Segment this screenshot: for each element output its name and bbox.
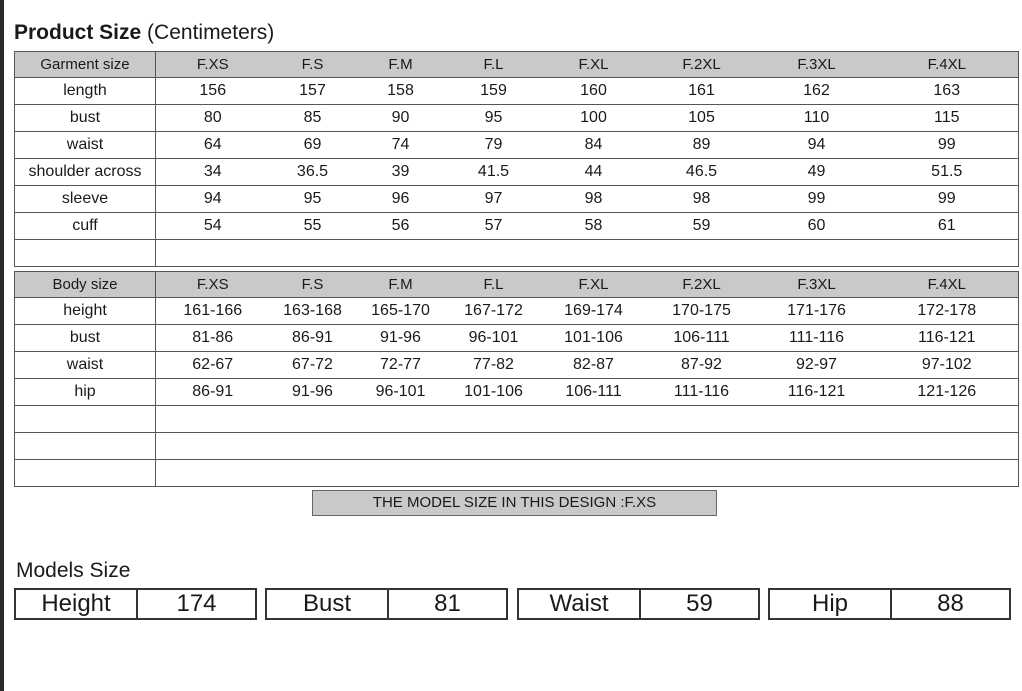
column-header: F.L — [446, 52, 542, 78]
table-cell: 89 — [646, 132, 758, 159]
table-cell — [876, 406, 1019, 433]
table-cell: 160 — [542, 78, 646, 105]
row-label: cuff — [15, 213, 156, 240]
table-cell — [542, 240, 646, 267]
table-cell: 57 — [446, 213, 542, 240]
model-measure-label: Waist — [519, 590, 641, 618]
column-header: F.4XL — [876, 272, 1019, 298]
table-cell: 72-77 — [356, 352, 446, 379]
table-row — [15, 460, 1019, 487]
table-cell: 157 — [270, 78, 356, 105]
table-cell: 170-175 — [646, 298, 758, 325]
table-cell — [758, 240, 876, 267]
page-title — [14, 21, 274, 45]
table-cell: 39 — [356, 159, 446, 186]
table-cell: 116-121 — [758, 379, 876, 406]
column-header: F.3XL — [758, 272, 876, 298]
table-row — [15, 352, 1019, 379]
column-header: F.S — [270, 52, 356, 78]
table-row — [15, 240, 1019, 267]
row-label: height — [15, 298, 156, 325]
column-header: Body size — [15, 272, 156, 298]
table-cell: 167-172 — [446, 298, 542, 325]
model-size-banner: THE MODEL SIZE IN THIS DESIGN :F.XS — [312, 490, 717, 516]
table-cell: 58 — [542, 213, 646, 240]
table-cell — [542, 406, 646, 433]
table-cell — [270, 240, 356, 267]
garment-size-table — [14, 51, 1019, 267]
table-cell — [156, 460, 270, 487]
table-cell — [270, 433, 356, 460]
column-header: F.M — [356, 272, 446, 298]
row-label: waist — [15, 352, 156, 379]
table-cell: 106-111 — [646, 325, 758, 352]
table-cell — [876, 240, 1019, 267]
table-row — [15, 132, 1019, 159]
table-cell: 169-174 — [542, 298, 646, 325]
table-cell: 82-87 — [542, 352, 646, 379]
column-header: F.XL — [542, 272, 646, 298]
row-label: waist — [15, 132, 156, 159]
column-header: F.XL — [542, 52, 646, 78]
table-cell: 162 — [758, 78, 876, 105]
title-unit: (Centimeters) — [147, 21, 275, 44]
table-cell — [542, 433, 646, 460]
column-header: Garment size — [15, 52, 156, 78]
table-cell: 97 — [446, 186, 542, 213]
table-cell: 86-91 — [156, 379, 270, 406]
table-cell — [876, 433, 1019, 460]
table-cell: 111-116 — [646, 379, 758, 406]
table-cell — [356, 433, 446, 460]
row-label: shoulder across — [15, 159, 156, 186]
table-cell: 46.5 — [646, 159, 758, 186]
model-measure-label: Bust — [267, 590, 389, 618]
table-cell: 86-91 — [270, 325, 356, 352]
table-cell: 172-178 — [876, 298, 1019, 325]
table-cell: 60 — [758, 213, 876, 240]
row-label: sleeve — [15, 186, 156, 213]
table-header-row — [15, 52, 1019, 78]
table-cell: 95 — [446, 105, 542, 132]
table-cell: 90 — [356, 105, 446, 132]
table-cell: 54 — [156, 213, 270, 240]
table-cell: 55 — [270, 213, 356, 240]
column-header: F.S — [270, 272, 356, 298]
table-row — [15, 186, 1019, 213]
model-measure-height — [14, 588, 257, 620]
table-cell — [542, 460, 646, 487]
table-cell: 106-111 — [542, 379, 646, 406]
table-cell: 101-106 — [542, 325, 646, 352]
table-cell: 99 — [758, 186, 876, 213]
table-cell: 96 — [356, 186, 446, 213]
table-cell: 44 — [542, 159, 646, 186]
model-measure-value: 81 — [434, 590, 461, 617]
table-cell: 110 — [758, 105, 876, 132]
table-cell: 105 — [646, 105, 758, 132]
table-cell: 115 — [876, 105, 1019, 132]
model-measure-value: 59 — [686, 590, 713, 617]
table-cell: 61 — [876, 213, 1019, 240]
table-cell: 34 — [156, 159, 270, 186]
model-measure-bust — [265, 588, 508, 620]
title-bold: Product Size — [14, 21, 142, 44]
table-row — [15, 159, 1019, 186]
left-edge-bar — [0, 0, 4, 691]
row-label: length — [15, 78, 156, 105]
table-cell: 84 — [542, 132, 646, 159]
table-cell — [646, 406, 758, 433]
table-header-row — [15, 272, 1019, 298]
table-cell: 163-168 — [270, 298, 356, 325]
table-row — [15, 406, 1019, 433]
table-cell: 80 — [156, 105, 270, 132]
column-header: F.2XL — [646, 272, 758, 298]
table-cell: 97-102 — [876, 352, 1019, 379]
column-header: F.XS — [156, 52, 270, 78]
table-cell: 36.5 — [270, 159, 356, 186]
table-cell — [446, 460, 542, 487]
table-cell — [758, 460, 876, 487]
table-cell: 165-170 — [356, 298, 446, 325]
table-cell: 67-72 — [270, 352, 356, 379]
table-cell: 101-106 — [446, 379, 542, 406]
column-header: F.L — [446, 272, 542, 298]
models-size-title: Models Size — [16, 559, 131, 582]
column-header: F.4XL — [876, 52, 1019, 78]
table-cell — [356, 240, 446, 267]
body-size-table — [14, 271, 1019, 487]
table-cell — [446, 240, 542, 267]
model-measure-waist — [517, 588, 760, 620]
table-row — [15, 325, 1019, 352]
row-label — [15, 433, 156, 460]
table-row — [15, 213, 1019, 240]
column-header: F.2XL — [646, 52, 758, 78]
table-cell — [156, 406, 270, 433]
table-cell: 96-101 — [356, 379, 446, 406]
table-cell — [758, 433, 876, 460]
table-cell: 96-101 — [446, 325, 542, 352]
table-cell: 85 — [270, 105, 356, 132]
table-cell: 161 — [646, 78, 758, 105]
table-row — [15, 433, 1019, 460]
table-cell: 116-121 — [876, 325, 1019, 352]
table-cell — [270, 406, 356, 433]
table-cell: 92-97 — [758, 352, 876, 379]
table-cell — [646, 460, 758, 487]
table-cell: 98 — [646, 186, 758, 213]
table-cell: 56 — [356, 213, 446, 240]
table-row — [15, 379, 1019, 406]
table-cell — [446, 433, 542, 460]
table-cell: 51.5 — [876, 159, 1019, 186]
table-cell: 171-176 — [758, 298, 876, 325]
row-label — [15, 460, 156, 487]
row-label — [15, 406, 156, 433]
table-cell: 41.5 — [446, 159, 542, 186]
table-cell: 62-67 — [156, 352, 270, 379]
table-row — [15, 298, 1019, 325]
table-cell: 95 — [270, 186, 356, 213]
table-cell: 159 — [446, 78, 542, 105]
table-cell — [356, 460, 446, 487]
table-cell: 156 — [156, 78, 270, 105]
table-cell: 111-116 — [758, 325, 876, 352]
table-cell — [156, 240, 270, 267]
table-cell — [446, 406, 542, 433]
table-cell: 87-92 — [646, 352, 758, 379]
table-cell — [876, 460, 1019, 487]
model-measure-value: 88 — [937, 590, 964, 617]
model-measure-value: 174 — [176, 590, 217, 617]
row-label: bust — [15, 105, 156, 132]
table-cell: 94 — [758, 132, 876, 159]
column-header: F.XS — [156, 272, 270, 298]
table-cell — [356, 406, 446, 433]
row-label — [15, 240, 156, 267]
row-label: hip — [15, 379, 156, 406]
model-measure-label: Height — [16, 590, 138, 618]
table-cell: 158 — [356, 78, 446, 105]
table-cell: 81-86 — [156, 325, 270, 352]
table-cell: 121-126 — [876, 379, 1019, 406]
table-cell — [758, 406, 876, 433]
table-cell: 99 — [876, 186, 1019, 213]
row-label: bust — [15, 325, 156, 352]
table-cell: 161-166 — [156, 298, 270, 325]
table-cell: 98 — [542, 186, 646, 213]
table-cell: 69 — [270, 132, 356, 159]
table-cell: 99 — [876, 132, 1019, 159]
table-cell: 59 — [646, 213, 758, 240]
table-cell: 91-96 — [270, 379, 356, 406]
table-cell — [270, 460, 356, 487]
table-cell — [646, 240, 758, 267]
table-cell: 77-82 — [446, 352, 542, 379]
table-cell: 49 — [758, 159, 876, 186]
model-measure-hip — [768, 588, 1011, 620]
table-row — [15, 105, 1019, 132]
table-cell: 163 — [876, 78, 1019, 105]
table-row — [15, 78, 1019, 105]
column-header: F.M — [356, 52, 446, 78]
table-cell — [646, 433, 758, 460]
table-cell: 74 — [356, 132, 446, 159]
model-measure-label: Hip — [770, 590, 892, 618]
table-cell: 79 — [446, 132, 542, 159]
table-cell: 91-96 — [356, 325, 446, 352]
table-cell: 94 — [156, 186, 270, 213]
column-header: F.3XL — [758, 52, 876, 78]
table-cell: 64 — [156, 132, 270, 159]
table-cell — [156, 433, 270, 460]
table-cell: 100 — [542, 105, 646, 132]
